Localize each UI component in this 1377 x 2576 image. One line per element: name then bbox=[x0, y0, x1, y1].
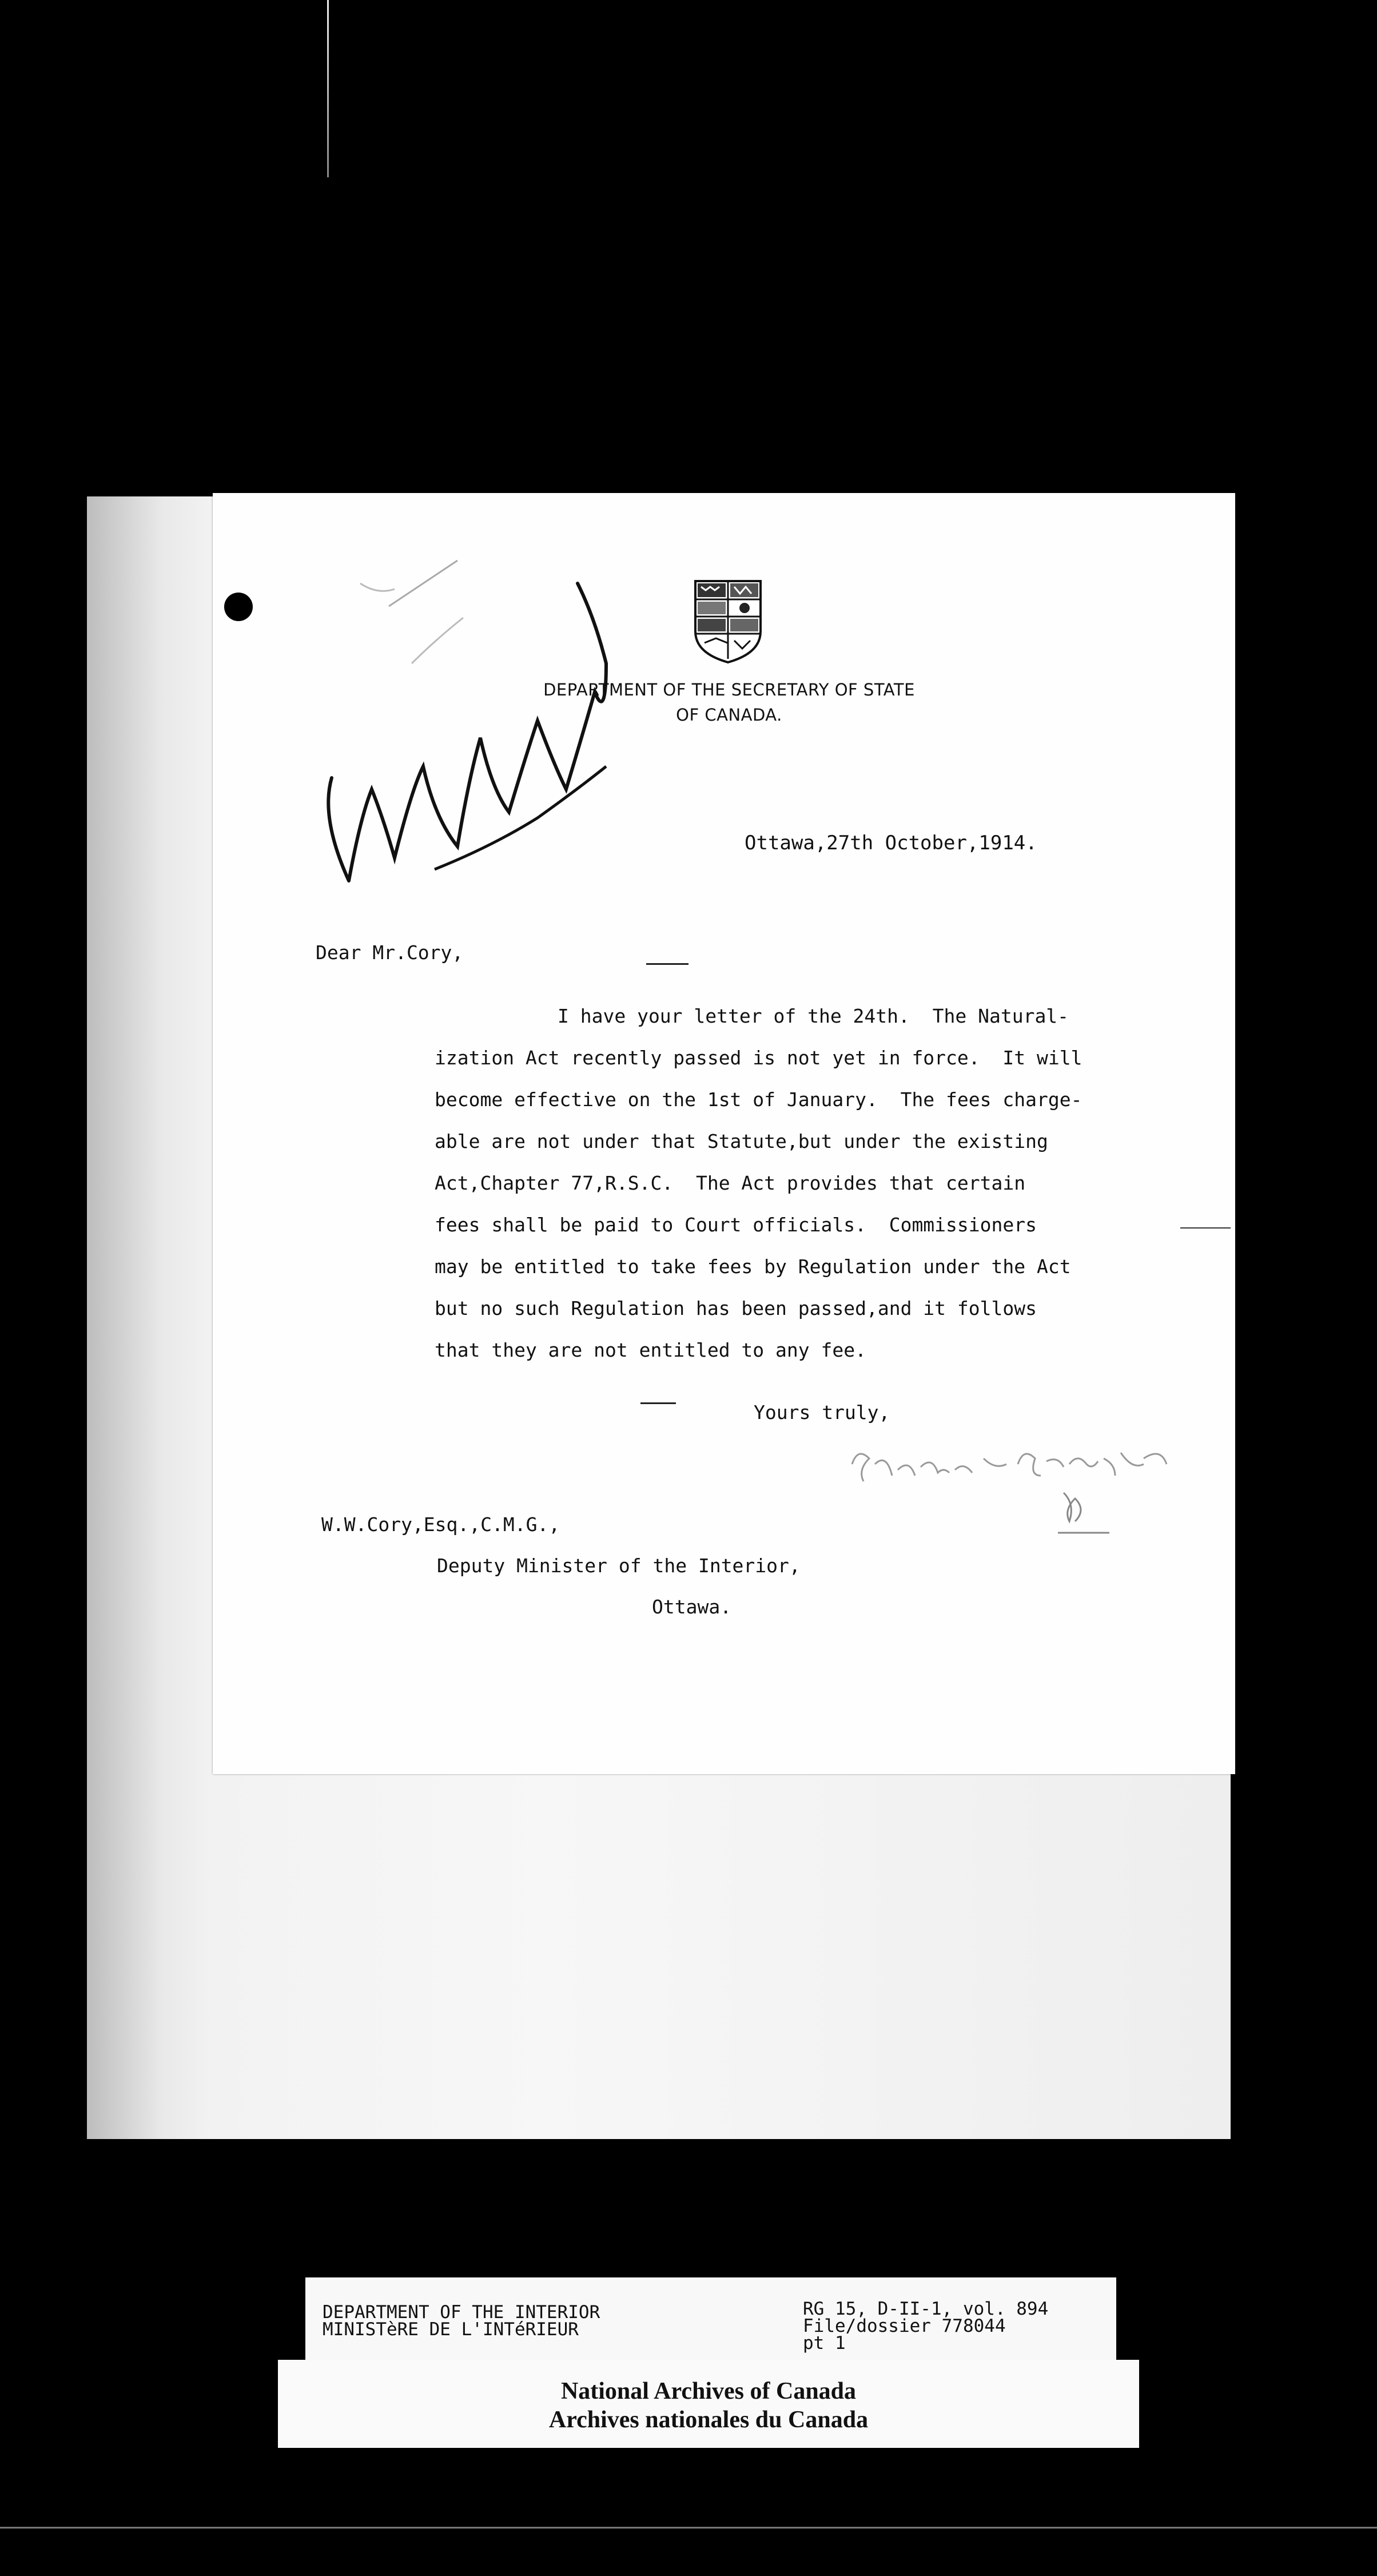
letterhead-line-2: OF CANADA. bbox=[676, 705, 782, 725]
pen-dash bbox=[1180, 1227, 1231, 1229]
ref-line-1: RG 15, D-II-1, vol. 894 bbox=[803, 2299, 1049, 2319]
body-line: ization Act recently passed is not yet in force. It will bbox=[435, 1047, 1083, 1069]
pen-dash bbox=[640, 1402, 676, 1404]
body-line: but no such Regulation has been passed,and it follows bbox=[435, 1297, 1037, 1319]
letter-body bbox=[435, 995, 1178, 1371]
recipient-city: Ottawa. bbox=[652, 1596, 732, 1618]
body-line: able are not under that Statute,but under the existing bbox=[435, 1130, 1048, 1152]
dept-english: DEPARTMENT OF THE INTERIOR bbox=[323, 2302, 600, 2323]
ref-line-2: File/dossier 778044 bbox=[803, 2316, 1006, 2336]
letter-date: Ottawa,27th October,1914. bbox=[745, 832, 1037, 854]
archive-name-french: Archives nationales du Canada bbox=[548, 2407, 869, 2433]
ref-line-3: pt 1 bbox=[803, 2333, 846, 2354]
recipient-title: Deputy Minister of the Interior, bbox=[437, 1555, 801, 1577]
body-line: fees shall be paid to Court officials. Commissioners bbox=[435, 1214, 1037, 1236]
archive-banner bbox=[278, 2360, 1139, 2448]
body-line: that they are not entitled to any fee. bbox=[435, 1339, 866, 1361]
closing: Yours truly, bbox=[754, 1401, 890, 1424]
body-line: may be entitled to take fees by Regulation under the Act bbox=[435, 1255, 1071, 1278]
file-reference bbox=[803, 2300, 1048, 2352]
scan-artifact-line bbox=[327, 0, 329, 177]
bottom-divider bbox=[0, 2527, 1377, 2529]
letterhead-line-1: DEPARTMENT OF THE SECRETARY OF STATE bbox=[543, 680, 915, 699]
recipient-name: W.W.Cory,Esq.,C.M.G., bbox=[321, 1513, 560, 1536]
handwritten-annotation bbox=[309, 549, 629, 904]
body-line: become effective on the 1st of January. The fees charge- bbox=[435, 1088, 1083, 1111]
pen-dash bbox=[646, 963, 688, 965]
signature bbox=[846, 1441, 1189, 1544]
salutation: Dear Mr.Cory, bbox=[316, 941, 464, 964]
department-names bbox=[323, 2304, 600, 2338]
archive-reference-label bbox=[305, 2277, 1116, 2363]
punch-hole bbox=[224, 593, 253, 621]
body-line: Act,Chapter 77,R.S.C. The Act provides that certain bbox=[435, 1172, 1026, 1194]
body-line: I have your letter of the 24th. The Natural- bbox=[558, 1005, 1069, 1027]
archive-name-english: National Archives of Canada bbox=[560, 2378, 857, 2404]
canada-coat-of-arms-icon bbox=[693, 579, 763, 665]
backing-sheet-edge bbox=[87, 496, 213, 2139]
dept-french: MINISTèRE DE L'INTéRIEUR bbox=[323, 2319, 579, 2340]
